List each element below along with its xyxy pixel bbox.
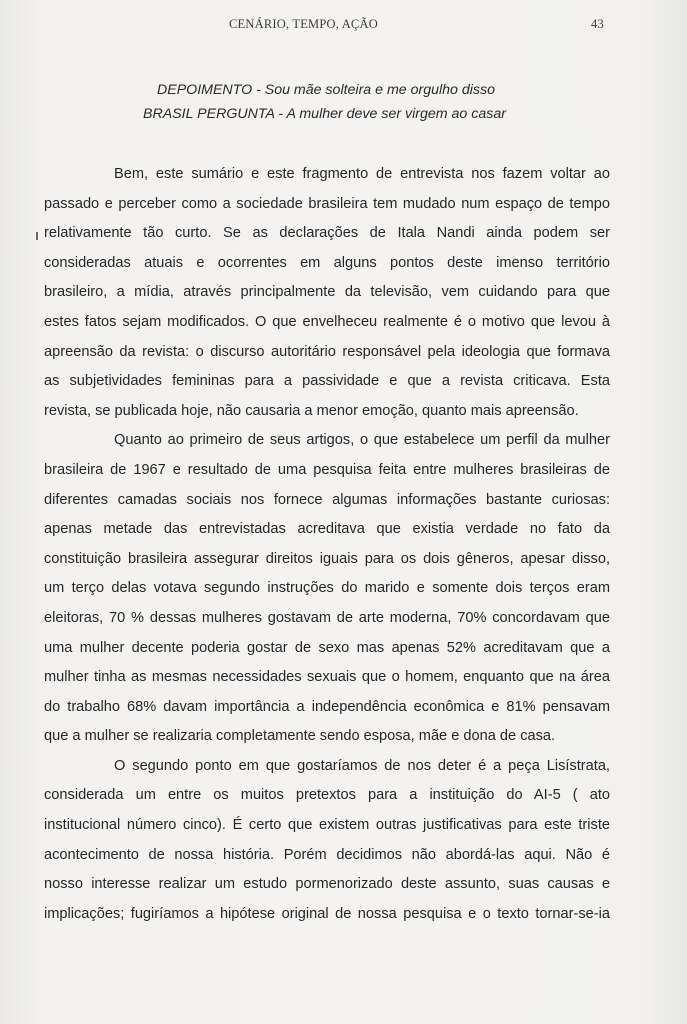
body-line-2: passado e perceber como a sociedade brasileira tem mudado num espaço de tempo [44,195,610,212]
body-line-25: nosso interesse realizar um estudo pormenorizado deste assunto, suas causas e [44,876,610,893]
body-line-21: O segundo ponto em que gostaríamos de nos deter é a peça Lisístrata, [114,757,610,774]
body-line-1: Bem, este sumário e este fragmento de entrevista nos fazem voltar ao [114,166,610,182]
margin-mark [36,232,38,240]
body-line-11: brasileira de 1967 e resultado de uma pesquisa feita entre mulheres brasileiras de [44,461,610,478]
body-line-26: implicações; fugiríamos a hipótese original de nossa pesquisa e o texto tornar-se-ia [44,905,610,922]
body-line-9: revista, se publicada hoje, não causaria a menor emoção, quanto mais apreensão. [44,402,579,419]
body-line-14: constituição brasileira assegurar direitos iguais para os dois gêneros, apesar disso, [44,550,610,567]
body-line-24: acontecimento de nossa história. Porém decidimos não abordá-las aqui. Não é [44,846,610,863]
body-line-15: um terço delas votava segundo instruções do marido e somente dois terços eram [44,580,610,597]
epigraph-line-2: BRASIL PERGUNTA - A mulher deve ser virgem ao casar [143,106,506,122]
body-text [44,160,610,929]
body-line-7: apreensão da revista: o discurso autoritário responsável pela ideologia que formava [44,343,610,360]
body-line-23: institucional número cinco). É certo que existem outras justificativas para este triste [44,817,610,834]
page-number: 43 [591,17,604,31]
body-line-4: consideradas atuais e ocorrentes em alguns pontos deste imenso território [44,254,610,271]
body-line-3: relativamente tão curto. Se as declarações de Itala Nandi ainda podem ser [44,225,610,242]
body-line-5: brasileiro, a mídia, através principalmente da televisão, vem cuidando para que [44,284,610,301]
running-header [0,15,687,35]
running-title: CENÁRIO, TEMPO, AÇÃO [229,17,378,31]
body-line-10: Quanto ao primeiro de seus artigos, o que estabelece um perfil da mulher [114,432,610,449]
body-line-17: uma mulher decente poderia gostar de sexo mas apenas 52% acreditavam que a [44,639,610,656]
body-line-6: estes fatos sejam modificados. O que envelheceu realmente é o motivo que levou à [44,313,610,330]
body-line-18: mulher tinha as mesmas necessidades sexuais que o homem, enquanto que na área [44,669,610,686]
body-line-20: que a mulher se realizaria completamente sendo esposa, mãe e dona de casa. [44,728,556,745]
body-line-19: do trabalho 68% davam importância a independência econômica e 81% pensavam [44,698,610,715]
body-line-16: eleitoras, 70 % dessas mulheres gostavam de arte moderna, 70% concordavam que [44,609,610,626]
body-line-8: as subjetividades femininas para a passividade e que a revista criticava. Esta [44,373,610,390]
epigraph-line-1: DEPOIMENTO - Sou mãe solteira e me orgulho disso [157,82,496,98]
body-line-12: diferentes camadas sociais nos fornece algumas informações bastante curiosas: [44,491,610,508]
body-line-13: apenas metade das entrevistadas acreditava que existia verdade no fato da [44,521,610,538]
body-line-22: considerada um entre os muitos pretextos para a instituição do AI-5 ( ato [44,787,610,804]
